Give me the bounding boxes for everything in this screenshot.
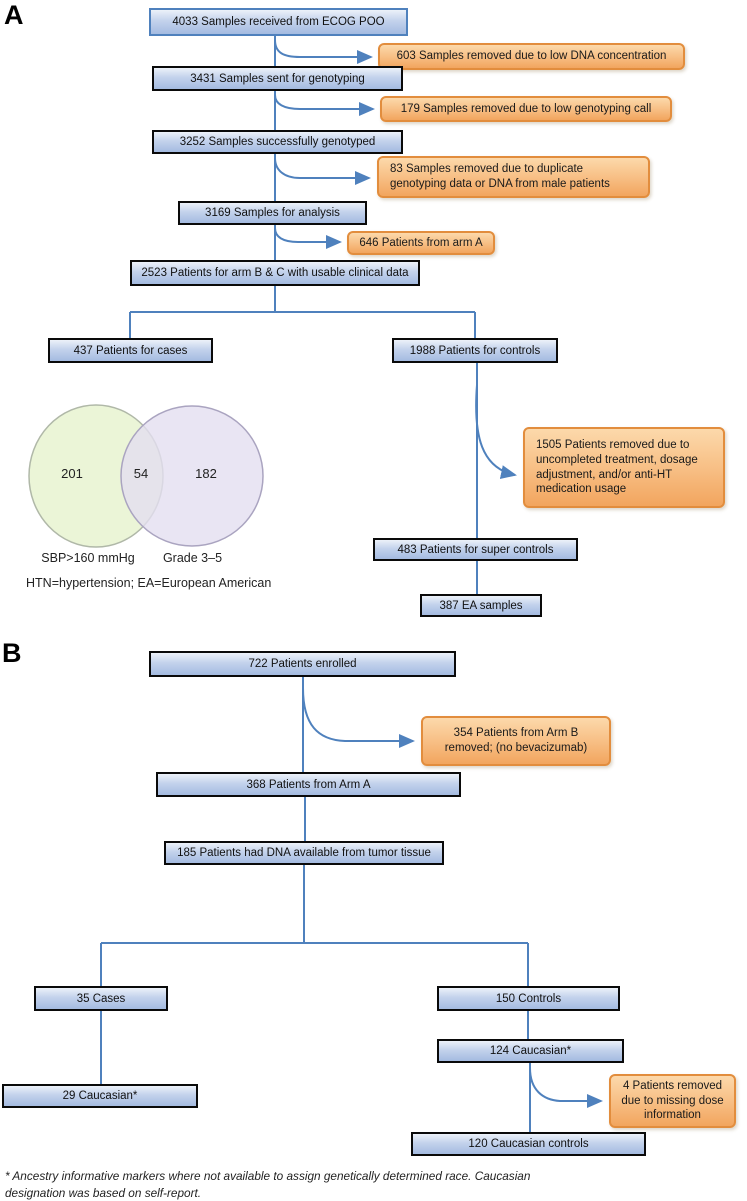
venn-right-count: 182 [195, 466, 217, 481]
box-removed-treatment: 1505 Patients removed due to uncompleted treatment, dosage adjustment, and/or anti-HT medication usage [523, 427, 725, 508]
box-controls-caucasian: 124 Caucasian* [437, 1039, 624, 1063]
box-removed-arm-b: 354 Patients from Arm B removed; (no bevacizumab) [421, 716, 611, 766]
arrow-removed-duplicates [275, 158, 369, 178]
box-patients-arm-a: 368 Patients from Arm A [156, 772, 461, 797]
box-cases-caucasian: 29 Caucasian* [2, 1084, 198, 1108]
box-samples-analysis: 3169 Samples for analysis [178, 201, 367, 225]
box-removed-missing-dose: 4 Patients removed due to missing dose information [609, 1074, 736, 1128]
panel-b-label: B [2, 638, 22, 668]
box-arm-bc-usable: 2523 Patients for arm B & C with usable clinical data [130, 260, 420, 286]
box-removed-duplicates: 83 Samples removed due to duplicate genotyping data or DNA from male patients [377, 156, 650, 198]
arrow-removed-low-dna [275, 40, 371, 57]
box-caucasian-controls: 120 Caucasian controls [411, 1132, 646, 1156]
box-ea-samples: 387 EA samples [420, 594, 542, 617]
arrow-removed-missing-dose [530, 1068, 601, 1101]
footnote: * Ancestry informative markers where not available to assign genetically determined race. Caucasian designation was based on self-report. [5, 1169, 531, 1200]
box-samples-sent-genotyping: 3431 Samples sent for genotyping [152, 66, 403, 91]
venn-left-label: SBP>160 mmHg [41, 551, 135, 565]
box-b-controls: 150 Controls [437, 986, 620, 1011]
box-super-controls: 483 Patients for super controls [373, 538, 578, 561]
box-patients-controls: 1988 Patients for controls [392, 338, 558, 363]
arrow-removed-treatment [476, 385, 515, 475]
box-patients-enrolled: 722 Patients enrolled [149, 651, 456, 677]
arrow-removed-low-call [275, 95, 373, 109]
box-samples-received: 4033 Samples received from ECOG POO [149, 8, 408, 36]
venn-overlap-count: 54 [133, 466, 149, 481]
box-removed-low-dna: 603 Samples removed due to low DNA concentration [378, 43, 685, 70]
box-removed-arm-a: 646 Patients from arm A [347, 231, 495, 255]
box-samples-genotyped: 3252 Samples successfully genotyped [152, 130, 403, 154]
arrow-removed-arm-a [275, 228, 340, 242]
box-removed-low-call: 179 Samples removed due to low genotyping call [380, 96, 672, 122]
venn-legend: HTN=hypertension; EA=European American [26, 576, 272, 590]
venn-right-label: Grade 3–5 [162, 551, 223, 565]
arrow-removed-arm-b [303, 688, 413, 741]
box-patients-cases: 437 Patients for cases [48, 338, 213, 363]
box-b-cases: 35 Cases [34, 986, 168, 1011]
panel-a-label: A [4, 0, 24, 30]
box-dna-available: 185 Patients had DNA available from tumor tissue [164, 841, 444, 865]
venn-left-count: 201 [61, 466, 83, 481]
